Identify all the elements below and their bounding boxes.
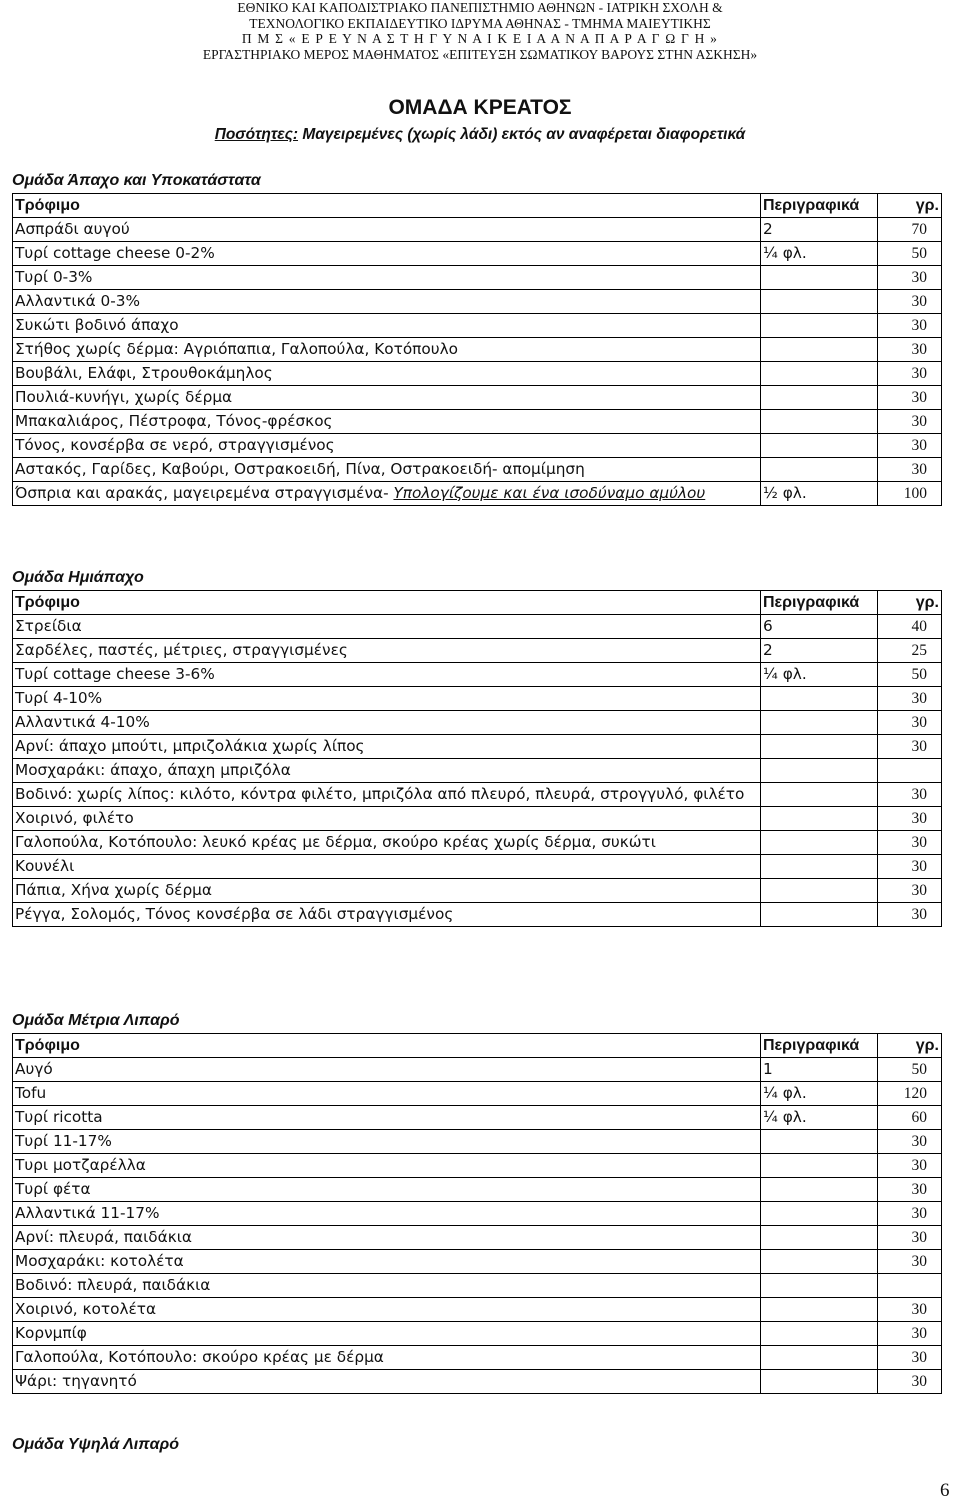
food-grams: 30 [878, 1346, 942, 1370]
food-grams: 30 [878, 879, 942, 903]
food-desc [761, 1370, 878, 1394]
table-header-row [13, 194, 942, 218]
food-desc [761, 434, 878, 458]
table-row [13, 639, 942, 663]
table-row [13, 362, 942, 386]
food-name: Αστακός, Γαρίδες, Καβούρι, Οστρακοειδή, Πίνα, Οστρακοειδή- απομίμηση [13, 458, 761, 482]
food-name: Τυρί ricotta [13, 1106, 761, 1130]
food-grams: 30 [878, 1178, 942, 1202]
food-desc [761, 711, 878, 735]
table-row [13, 1250, 942, 1274]
food-grams: 30 [878, 1322, 942, 1346]
food-desc [761, 807, 878, 831]
food-desc [761, 266, 878, 290]
food-grams: 30 [878, 1202, 942, 1226]
food-grams: 30 [878, 711, 942, 735]
food-desc: ¼ φλ. [761, 1106, 878, 1130]
food-grams: 30 [878, 855, 942, 879]
table-row [13, 242, 942, 266]
header-line-1: ΕΘΝΙΚΟ ΚΑΙ ΚΑΠΟΔΙΣΤΡΙΑΚΟ ΠΑΝΕΠΙΣΤΗΜΙΟ ΑΘΗΝΩΝ - ΙΑΤΡΙΚΗ ΣΧΟΛΗ & [237, 0, 723, 15]
column-food: Τρόφιμο [13, 1034, 761, 1058]
subtitle-label: Ποσότητες: [214, 126, 299, 143]
table-row [13, 386, 942, 410]
food-grams: 30 [878, 807, 942, 831]
food-grams: 50 [878, 663, 942, 687]
food-name: Τυρι μοτζαρέλλα [13, 1154, 761, 1178]
food-desc [761, 1274, 878, 1298]
food-grams: 25 [878, 639, 942, 663]
food-desc [761, 1298, 878, 1322]
food-name: Αυγό [13, 1058, 761, 1082]
food-name: Ψάρι: τηγανητό [13, 1370, 761, 1394]
table-row [13, 1322, 942, 1346]
food-name: Τυρί 4-10% [13, 687, 761, 711]
starch-note: Υπολογίζουμε και ένα ισοδύναμο αμύλου [393, 484, 706, 502]
table-row [13, 338, 942, 362]
page-number: 6 [940, 1480, 950, 1501]
food-grams: 70 [878, 218, 942, 242]
table-row [13, 1274, 942, 1298]
food-name: Σαρδέλες, παστές, μέτριες, στραγγισμένες [13, 639, 761, 663]
table-row [13, 879, 942, 903]
group-lean [12, 169, 942, 506]
food-desc [761, 855, 878, 879]
food-name: Μπακαλιάρος, Πέστροφα, Τόνος-φρέσκος [13, 410, 761, 434]
table-header-row [13, 1034, 942, 1058]
table-row [13, 1370, 942, 1394]
food-grams [878, 759, 942, 783]
food-grams: 30 [878, 735, 942, 759]
column-desc: Περιγραφικά [761, 591, 878, 615]
food-desc [761, 1178, 878, 1202]
food-desc: 6 [761, 615, 878, 639]
food-desc [761, 458, 878, 482]
food-desc [761, 687, 878, 711]
page-subtitle [0, 126, 960, 144]
table-row [13, 410, 942, 434]
table-row [13, 1082, 942, 1106]
table-row [13, 458, 942, 482]
table-row [13, 1154, 942, 1178]
food-name: Τυρί 11-17% [13, 1130, 761, 1154]
table-row [13, 687, 942, 711]
food-grams: 30 [878, 266, 942, 290]
food-grams: 30 [878, 362, 942, 386]
food-desc [761, 903, 878, 927]
food-grams: 30 [878, 386, 942, 410]
table-row [13, 1226, 942, 1250]
table-row [13, 1346, 942, 1370]
food-grams: 40 [878, 615, 942, 639]
column-grams: γρ. [878, 194, 942, 218]
food-desc [761, 386, 878, 410]
group-title: Ομάδα Ημιάπαχο [12, 569, 144, 586]
column-desc: Περιγραφικά [761, 1034, 878, 1058]
food-name: Αρνί: άπαχο μπούτι, μπριζολάκια χωρίς λίπος [13, 735, 761, 759]
table-row [13, 1106, 942, 1130]
food-desc: ¼ φλ. [761, 663, 878, 687]
table-row [13, 266, 942, 290]
food-table [12, 590, 942, 927]
food-name: Αλλαντικά 0-3% [13, 290, 761, 314]
food-grams: 30 [878, 903, 942, 927]
food-desc [761, 410, 878, 434]
column-grams: γρ. [878, 591, 942, 615]
food-name: Tofu [13, 1082, 761, 1106]
food-desc [761, 338, 878, 362]
table-row [13, 434, 942, 458]
food-desc [761, 290, 878, 314]
table-row [13, 783, 942, 807]
group-medium-lean [12, 566, 942, 927]
header-line-4: ΕΡΓΑΣΤΗΡΙΑΚΟ ΜΕΡΟΣ ΜΑΘΗΜΑΤΟΣ «ΕΠΙΤΕΥΞΗ ΣΩΜΑΤΙΚΟΥ ΒΑΡΟΥΣ ΣΤΗΝ ΑΣΚΗΣΗ» [202, 46, 758, 62]
food-name: Τόνος, κονσέρβα σε νερό, στραγγισμένος [13, 434, 761, 458]
food-name: Πάπια, Χήνα χωρίς δέρμα [13, 879, 761, 903]
food-desc: ¼ φλ. [761, 242, 878, 266]
food-name: Κορνμπίφ [13, 1322, 761, 1346]
food-name: Μοσχαράκι: άπαχο, άπαχη μπριζόλα [13, 759, 761, 783]
table-row [13, 314, 942, 338]
food-desc [761, 759, 878, 783]
food-desc: 1 [761, 1058, 878, 1082]
food-grams: 30 [878, 831, 942, 855]
food-grams: 60 [878, 1106, 942, 1130]
food-name: Τυρί φέτα [13, 1178, 761, 1202]
food-name: Μοσχαράκι: κοτολέτα [13, 1250, 761, 1274]
food-grams: 30 [878, 1298, 942, 1322]
food-desc [761, 1250, 878, 1274]
food-grams: 30 [878, 458, 942, 482]
food-desc: ½ φλ. [761, 482, 878, 506]
food-grams: 30 [878, 1370, 942, 1394]
food-desc [761, 735, 878, 759]
header-line-2: ΤΕΧΝΟΛΟΓΙΚΟ ΕΚΠΑΙΔΕΥΤΙΚΟ ΙΔΡΥΜΑ ΑΘΗΝΑΣ - ΤΜΗΜΑ ΜΑΙΕΥΤΙΚΗΣ [249, 15, 711, 31]
table-header-row [13, 591, 942, 615]
document-header [0, 0, 960, 62]
food-name: Γαλοπούλα, Κοτόπουλο: λευκό κρέας με δέρμα, σκούρο κρέας χωρίς δέρμα, συκώτι [13, 831, 761, 855]
food-name: Αλλαντικά 4-10% [13, 711, 761, 735]
food-grams: 30 [878, 290, 942, 314]
subtitle-text: Μαγειρεμένες (χωρίς λάδι) εκτός αν αναφέρεται διαφορετικά [298, 126, 746, 143]
table-row [13, 290, 942, 314]
food-desc [761, 831, 878, 855]
food-name: Ασπράδι αυγού [13, 218, 761, 242]
table-row [13, 1178, 942, 1202]
food-grams: 50 [878, 1058, 942, 1082]
food-grams: 30 [878, 338, 942, 362]
food-grams: 30 [878, 434, 942, 458]
food-name: Πουλιά-κυνήγι, χωρίς δέρμα [13, 386, 761, 410]
food-desc: 2 [761, 218, 878, 242]
food-name: Χοιρινό, φιλέτο [13, 807, 761, 831]
food-name: Τυρί cottage cheese 3-6% [13, 663, 761, 687]
food-grams: 30 [878, 1226, 942, 1250]
food-name: Στρείδια [13, 615, 761, 639]
food-table [12, 193, 942, 506]
table-row [13, 1202, 942, 1226]
food-name: Τυρί cottage cheese 0-2% [13, 242, 761, 266]
food-grams: 30 [878, 687, 942, 711]
food-name-text: Όσπρια και αρακάς, μαγειρεμένα στραγγισμένα- [15, 484, 394, 502]
food-grams: 50 [878, 242, 942, 266]
table-row [13, 1058, 942, 1082]
table-row [13, 903, 942, 927]
food-grams: 30 [878, 1250, 942, 1274]
column-food: Τρόφιμο [13, 194, 761, 218]
food-name: Βοδινό: χωρίς λίπος: κιλότο, κόντρα φιλέτο, μπριζόλα από πλευρό, πλευρά, στρογγυλό, φιλέτο [13, 783, 761, 807]
food-grams: 100 [878, 482, 942, 506]
table-row [13, 711, 942, 735]
food-name: Κουνέλι [13, 855, 761, 879]
header-line-3: Π Μ Σ « Ε Ρ Ε Υ Ν Α Σ Τ Η Γ Υ Ν Α Ι Κ Ε Ι Α Α Ν Α Π Α Ρ Α Γ Ω Γ Η » [241, 31, 719, 47]
food-table [12, 1033, 942, 1394]
group-title: Ομάδα Μέτρια Λιπαρό [12, 1012, 180, 1029]
food-desc [761, 783, 878, 807]
table-row [13, 615, 942, 639]
food-grams: 120 [878, 1082, 942, 1106]
food-desc [761, 1154, 878, 1178]
food-desc [761, 1130, 878, 1154]
food-name [13, 482, 761, 506]
food-name: Αλλαντικά 11-17% [13, 1202, 761, 1226]
food-desc [761, 1346, 878, 1370]
food-grams: 30 [878, 314, 942, 338]
food-name: Συκώτι βοδινό άπαχο [13, 314, 761, 338]
food-grams: 30 [878, 1130, 942, 1154]
food-grams [878, 1274, 942, 1298]
food-desc [761, 362, 878, 386]
food-desc: ¼ φλ. [761, 1082, 878, 1106]
food-name: Βουβάλι, Ελάφι, Στρουθοκάμηλος [13, 362, 761, 386]
next-group-title: Ομάδα Υψηλά Λιπαρό [12, 1436, 180, 1453]
food-name: Στήθος χωρίς δέρμα: Αγριόπαπια, Γαλοπούλα, Κοτόπουλο [13, 338, 761, 362]
food-desc [761, 879, 878, 903]
food-grams: 30 [878, 1154, 942, 1178]
food-name: Βοδινό: πλευρά, παιδάκια [13, 1274, 761, 1298]
food-name: Αρνί: πλευρά, παιδάκια [13, 1226, 761, 1250]
food-grams: 30 [878, 783, 942, 807]
food-desc [761, 1202, 878, 1226]
food-desc [761, 1322, 878, 1346]
food-name: Ρέγγα, Σολομός, Τόνος κονσέρβα σε λάδι στραγγισμένος [13, 903, 761, 927]
food-grams: 30 [878, 410, 942, 434]
table-row [13, 482, 942, 506]
table-row [13, 831, 942, 855]
column-food: Τρόφιμο [13, 591, 761, 615]
food-name: Γαλοπούλα, Κοτόπουλο: σκούρο κρέας με δέρμα [13, 1346, 761, 1370]
food-name: Χοιρινό, κοτολέτα [13, 1298, 761, 1322]
food-name: Τυρί 0-3% [13, 266, 761, 290]
food-desc [761, 1226, 878, 1250]
column-desc: Περιγραφικά [761, 194, 878, 218]
table-row [13, 735, 942, 759]
table-row [13, 855, 942, 879]
table-row [13, 663, 942, 687]
table-row [13, 218, 942, 242]
table-row [13, 759, 942, 783]
page-title: ΟΜΑΔΑ ΚΡΕΑΤΟΣ [388, 96, 572, 119]
group-title: Ομάδα Άπαχο και Υποκατάστατα [12, 172, 261, 189]
table-row [13, 1130, 942, 1154]
table-row [13, 1298, 942, 1322]
food-desc [761, 314, 878, 338]
food-desc: 2 [761, 639, 878, 663]
table-row [13, 807, 942, 831]
column-grams: γρ. [878, 1034, 942, 1058]
group-medium-fat [12, 1009, 942, 1394]
